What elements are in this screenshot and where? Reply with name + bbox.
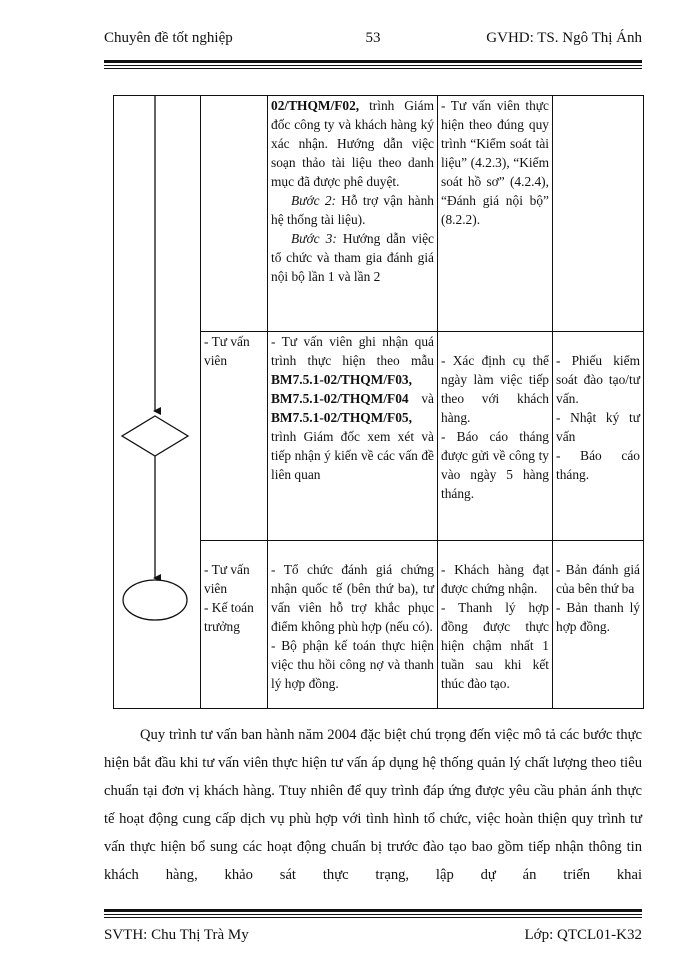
body-paragraph: Quy trình tư vấn ban hành năm 2004 đặc biệt chú trọng đến việc mô tả các bước thực hiện bắt đầu khi tư vấn viên thực hiện tư vấn áp dụng hệ thống quản lý chất lượng theo tiêu chuẩn tại đơn vị khách hàng. Ttuy nhiên để quy trình đáp ứng được yêu cầu phản ánh thực tế hoạt động cung cấp dịch vụ phù hợp với tình hình tổ chức, việc hoàn thiện quy trình tư vấn thực hiện bổ sung các hoạt động chuẩn bị trước đào tạo bao gồm tiếp nhận thông tin khách hàng, khảo sát thực trạng, lập dự án triển khai <box>104 727 642 883</box>
requirement-text: - Tư vấn viên thực hiện theo đúng quy trình “Kiểm soát tài liệu” (4.2.3), “Kiểm soát hồ sơ” (4.2.4), “Đánh giá nội bộ” (8.2.2). <box>441 98 549 227</box>
record-cell <box>553 332 644 541</box>
footer-rule <box>104 909 642 918</box>
step-text: Hỗ trợ vận hành hệ thống tài liệu). <box>271 193 434 227</box>
responsible-cell <box>201 541 268 709</box>
form-code: 02/THQM/F02, <box>271 98 360 113</box>
record-text: - Phiếu kiểm soát đào tạo/tư vấn. - Nhật ký tư vấn - Báo cáo tháng. <box>556 353 640 482</box>
responsible-cell <box>201 332 268 541</box>
form-code: BM7.5.1-02/THQM/F03, <box>271 372 412 387</box>
description-cell <box>268 96 438 332</box>
responsible-text: - Tư vấn viên - Kế toán trưởng <box>204 562 254 634</box>
form-code: BM7.5.1-02/THQM/F04 <box>271 391 409 406</box>
requirement-cell <box>438 541 553 709</box>
responsible-text: - Tư vấn viên <box>204 334 250 368</box>
page-header <box>104 30 642 52</box>
footer-class: Lớp: QTCL01-K32 <box>524 927 642 943</box>
record-cell <box>553 96 644 332</box>
record-text: - Bản đánh giá của bên thứ ba - Bản thanh lý hợp đồng. <box>556 562 640 634</box>
header-advisor: GVHD: TS. Ngô Thị Ánh <box>486 30 642 46</box>
description-text: trình Giám đốc xem xét và tiếp nhận ý kiến về các vấn đề liên quan <box>271 429 434 482</box>
description-cell <box>268 541 438 709</box>
footer-student: SVTH: Chu Thị Trà My <box>104 927 249 943</box>
flow-cell <box>114 96 201 709</box>
form-code: BM7.5.1-02/THQM/F05, <box>271 410 412 425</box>
step-label: Bước 2: <box>291 193 336 208</box>
requirement-cell <box>438 332 553 541</box>
record-cell <box>553 541 644 709</box>
step-label: Bước 3: <box>291 231 337 246</box>
page-number: 53 <box>365 30 381 46</box>
requirement-text: - Khách hàng đạt được chứng nhận. - Thanh lý hợp đồng được thực hiện chậm nhất 1 tuần sau khi kết thúc đào tạo. <box>441 562 549 691</box>
responsible-cell <box>201 96 268 332</box>
description-text: trình Giám đốc công ty và khách hàng ký xác nhận. Hướng dẫn việc soạn thảo tài liệu theo danh mục đã được phê duyệt. <box>271 98 434 189</box>
step-text: Hướng dẫn việc tổ chức và tham gia đánh giá nội bộ lần 1 và lần 2 <box>271 231 435 284</box>
requirement-text: - Xác định cụ thể ngày làm việc tiếp theo với khách hàng. - Báo cáo tháng được gửi về công ty vào ngày 5 hàng tháng. <box>441 353 549 501</box>
process-table <box>113 95 644 709</box>
conjunction: và <box>421 391 434 406</box>
header-title: Chuyên đề tốt nghiệp <box>104 30 233 46</box>
header-rule <box>104 60 642 69</box>
description-text: - Tư vấn viên ghi nhận quá trình thực hiện theo mẫu <box>271 334 434 368</box>
table-row <box>114 96 644 332</box>
description-text: - Tổ chức đánh giá chứng nhận quốc tế (bên thứ ba), tư vấn viên hỗ trợ khắc phục điểm không phù hợp (nếu có). - Bộ phận kế toán thực hiện việc thu hồi công nợ và thanh lý hợp đồng. <box>271 562 434 691</box>
description-cell <box>268 332 438 541</box>
requirement-cell <box>438 96 553 332</box>
